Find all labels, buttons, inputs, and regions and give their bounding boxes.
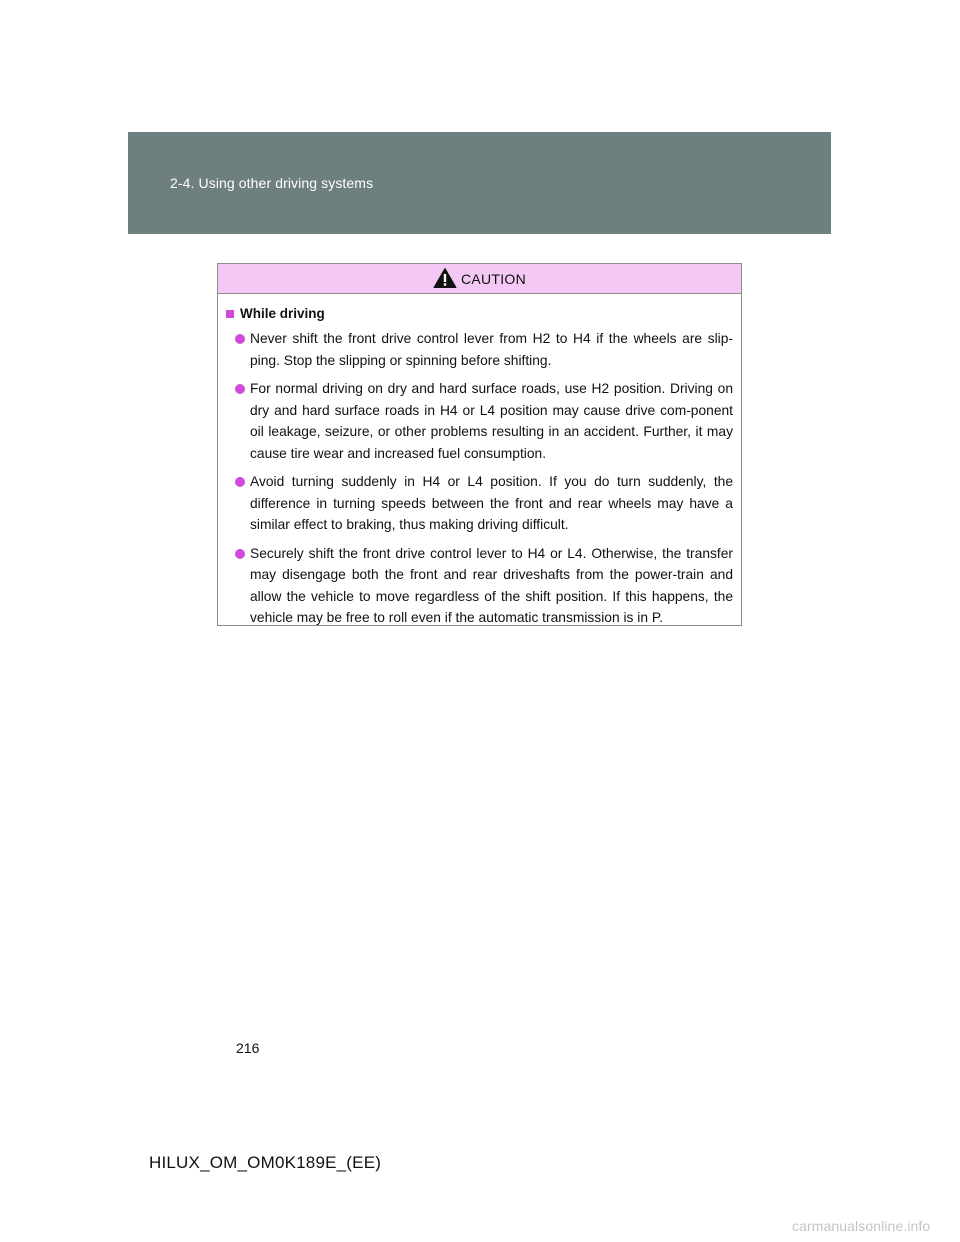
caution-subheading bbox=[226, 306, 741, 321]
list-item-text: For normal driving on dry and hard surface roads, use H2 position. Driving on dry and hard surface roads in H4 or L4 position may cause drive com-ponent oil leakage, seizure, or other problems resulting in an accident. Further, it may cause tire wear and increased fuel consumption. bbox=[250, 381, 733, 461]
list-item-text: Securely shift the front drive control lever to H4 or L4. Otherwise, the transfer may disengage both the front and rear driveshafts from the power-train and allow the vehicle to move regardless of the shift position. If this happens, the vehicle may be free to roll even if the automatic transmission is in P. bbox=[250, 545, 733, 625]
watermark: carmanualsonline.info bbox=[792, 1218, 931, 1234]
list-item-text: Avoid turning suddenly in H4 or L4 position. If you do turn suddenly, the difference in turning speeds between the front and rear wheels may have a similar effect to braking, thus making driving difficult. bbox=[250, 474, 733, 532]
dot-bullet-icon bbox=[235, 384, 245, 394]
caution-title: CAUTION bbox=[460, 270, 527, 287]
caution-header bbox=[218, 264, 741, 294]
caution-body bbox=[218, 294, 741, 629]
list-item bbox=[226, 328, 741, 371]
list-item bbox=[226, 543, 741, 629]
caution-box bbox=[217, 263, 742, 626]
page-number: 216 bbox=[236, 1040, 260, 1056]
list-item bbox=[226, 378, 741, 464]
section-header-band bbox=[128, 132, 831, 234]
list-item bbox=[226, 471, 741, 536]
dot-bullet-icon bbox=[235, 334, 245, 344]
document-code: HILUX_OM_OM0K189E_(EE) bbox=[149, 1153, 382, 1172]
subheading-text: While driving bbox=[240, 306, 325, 321]
dot-bullet-icon bbox=[235, 549, 245, 559]
list-item-text: Never shift the front drive control lever from H2 to H4 if the wheels are slip-ping. Stop the slipping or spinning before shifting. bbox=[250, 331, 733, 368]
warning-triangle-icon bbox=[433, 267, 457, 289]
square-bullet-icon bbox=[226, 310, 234, 318]
dot-bullet-icon bbox=[235, 477, 245, 487]
section-title: 2-4. Using other driving systems bbox=[170, 175, 374, 191]
